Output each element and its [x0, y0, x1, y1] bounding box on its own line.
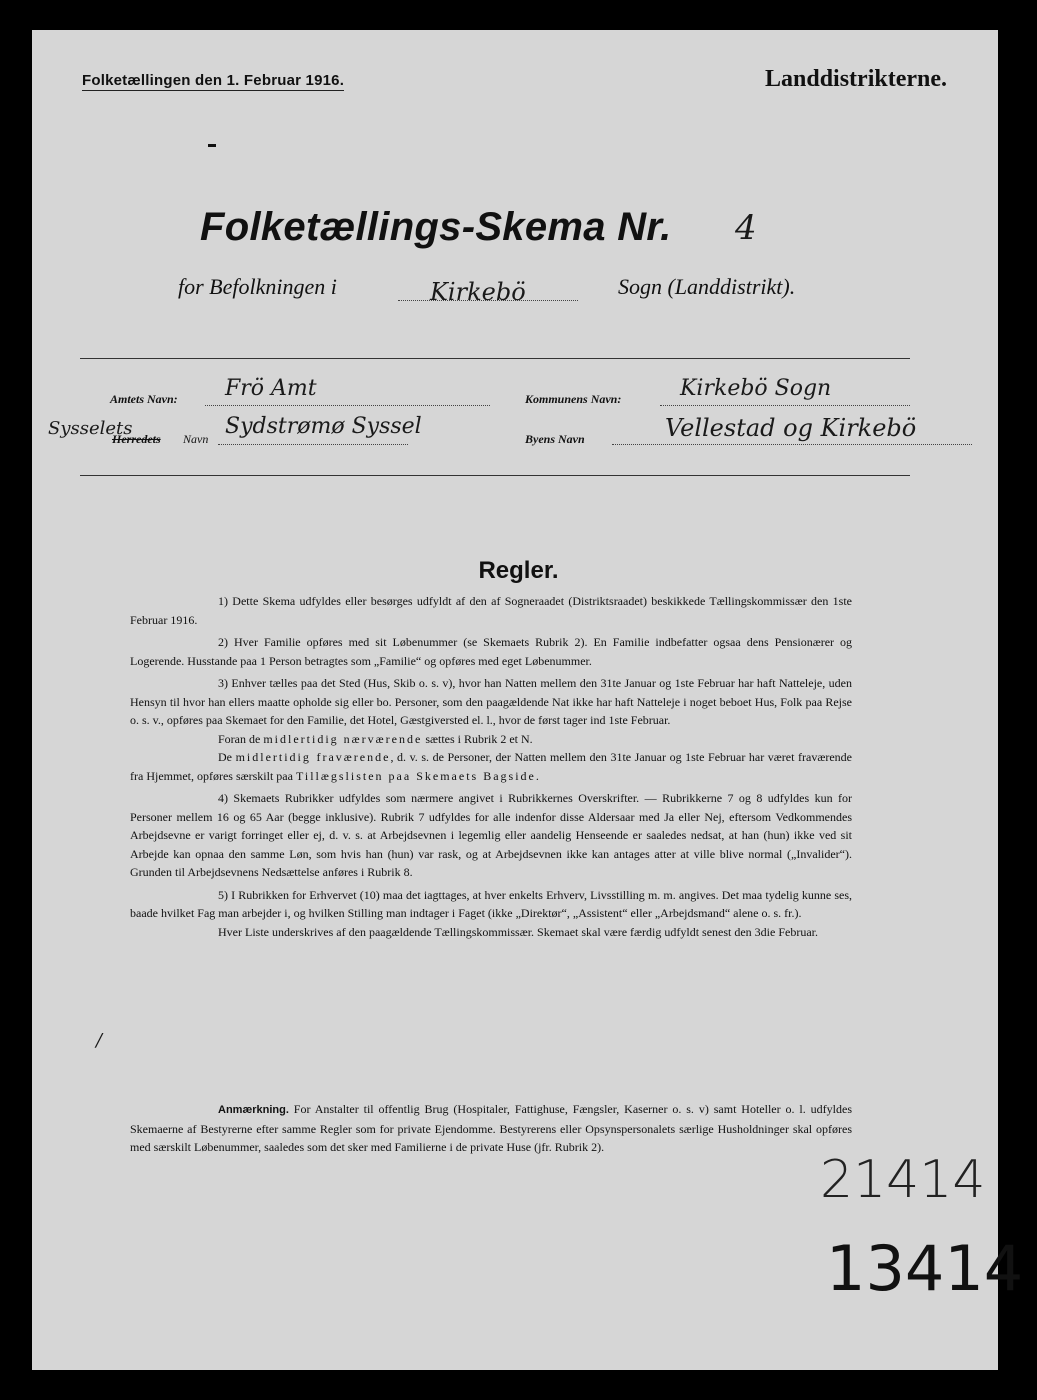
rule-1: 1) Dette Skema udfyldes eller besørges udfyldt af den af Sogneraadet (Distriktsraadet) beskikkede Tællingskommissær den 1ste Februar 1916.	[130, 594, 852, 627]
rule-3-present: Foran de midlertidig nærværende sættes i Rubrik 2 et N.	[218, 731, 533, 746]
divider-bottom	[80, 475, 910, 476]
rule-5: 5) I Rubrikken for Erhvervet (10) maa det iagttages, at hver enkelts Erhverv, Livsstilling m. m. angives. Det maa tydelig kunne ses, baade hvilket Fag man arbejder i, og hvilken Stilling man indtager i Faget (ikke „Direktør“, „Assistent“ eller „Arbejdsmand“ alene o. s. fr.).	[130, 887, 852, 920]
by-underline	[612, 444, 972, 445]
form-title: Folketællings-Skema Nr.	[200, 205, 672, 249]
district-type-header: Landdistrikterne.	[764, 66, 947, 92]
rule-6: Hver Liste underskrives af den paagældende Tællingskommissær. Skemaet skal være færdig udfyldt senest den 3die Februar.	[218, 924, 818, 939]
amt-underline	[205, 405, 490, 406]
kommune-value-handwritten: Kirkebö Sogn	[680, 376, 832, 401]
divider-top	[80, 358, 910, 359]
ink-mark	[208, 144, 216, 147]
herred-prefix-handwritten: Sysselets	[48, 418, 133, 439]
subtitle-prefix: for Befolkningen i	[178, 274, 337, 299]
rules-heading: Regler.	[478, 557, 559, 584]
form-number-handwritten: 4	[735, 208, 757, 248]
herred-underline	[218, 444, 408, 445]
margin-slash-mark: /	[96, 1030, 103, 1051]
rule-2: 2) Hver Familie opføres med sit Løbenummer (se Skemaets Rubrik 2). En Familie indbefatter ogsaa dens Pensionærer og Logerende. Husstande paa 1 Person betragtes som „Familie“ og opføres med eget Løbenummer.	[130, 635, 852, 668]
herred-label-struck: Herredets	[112, 432, 161, 446]
kommune-label: Kommunens Navn:	[525, 392, 622, 406]
by-label: Byens Navn	[525, 432, 585, 446]
rules-body	[130, 592, 852, 945]
census-date-header: Folketællingen den 1. Februar 1916.	[82, 72, 345, 89]
parish-handwritten: Kirkebö	[430, 278, 526, 306]
by-value-handwritten: Vellestad og Kirkebö	[665, 414, 917, 442]
archive-number-pencil: 21414	[820, 1150, 986, 1210]
amt-value-handwritten: Frö Amt	[225, 376, 317, 401]
rule-3-absent: De midlertidig fraværende, d. v. s. de Personer, der Natten mellem den 31te Januar og 1ste Februar har været fraværende fra Hjemmet, opføres særskilt paa Tillægslisten paa Skemaets Bagside.	[130, 750, 852, 783]
archive-number-ink: 13414	[826, 1232, 1024, 1305]
remark-text: For Anstalter til offentlig Brug (Hospitaler, Fattighuse, Fængsler, Kaserner o. s. v) samt Hoteller o. l. udfyldes Skemaerne af Bestyrerne efter samme Regler som for private Ejendomme. Bestyrerens eller Opsynspersonalets særlige Husholdninger skal opføres med særskilt Løbenummer, saaledes som det sker med Familierne i de private Huse (jfr. Rubrik 2).	[130, 1102, 852, 1154]
rule-3: 3) Enhver tælles paa det Sted (Hus, Skib o. s. v), hvor han Natten mellem den 31te Januar og 1ste Februar har haft Natteleje, uden Hensyn til hvor han ellers maatte opholde sig eller bo. Personer, som den paagældende Nat ikke har haft Natteleje i noget beboet Hus, Folk paa Rejse o. s. v., opføres paa Skemaet for den Familie, det Hotel, Gæstgiversted el. l., hvor de først tager ind 1ste Februar.	[130, 676, 852, 727]
herred-label: Navn	[183, 432, 209, 446]
remark-label: Anmærkning.	[218, 1104, 289, 1116]
kommune-underline	[660, 405, 910, 406]
amt-label: Amtets Navn:	[110, 392, 178, 406]
rule-4: 4) Skemaets Rubrikker udfyldes som nærmere angivet i Rubrikkernes Overskrifter. — Rubrikkerne 7 og 8 udfyldes kun for Personer mellem 16 og 65 Aar (begge inklusive). Rubrik 7 udfyldes for alle indenfor disse Aldersaar med Ja eller Nej, eftersom Vedkommendes Arbejdsevne er varigt forringet eller ej, d. v. s. at Arbejdsevnen i legemlig eller aandelig Henseende er saaledes nedsat, at han (hun) ikke ved sit Arbejde kan opnaa den samme Løn, som hvis han (hun) var rask, og at Arbejdsevnen ikke kan antages atter at ville blive normal („Invalider“). Grunden til Arbejdsevnens Nedsættelse anføres i Rubrik 8.	[130, 791, 852, 879]
remark-note	[130, 1100, 852, 1157]
form-subtitle	[178, 274, 337, 300]
subtitle-suffix: Sogn (Landdistrikt).	[618, 274, 796, 299]
herred-value-handwritten: Sydstrømø Syssel	[225, 414, 422, 439]
